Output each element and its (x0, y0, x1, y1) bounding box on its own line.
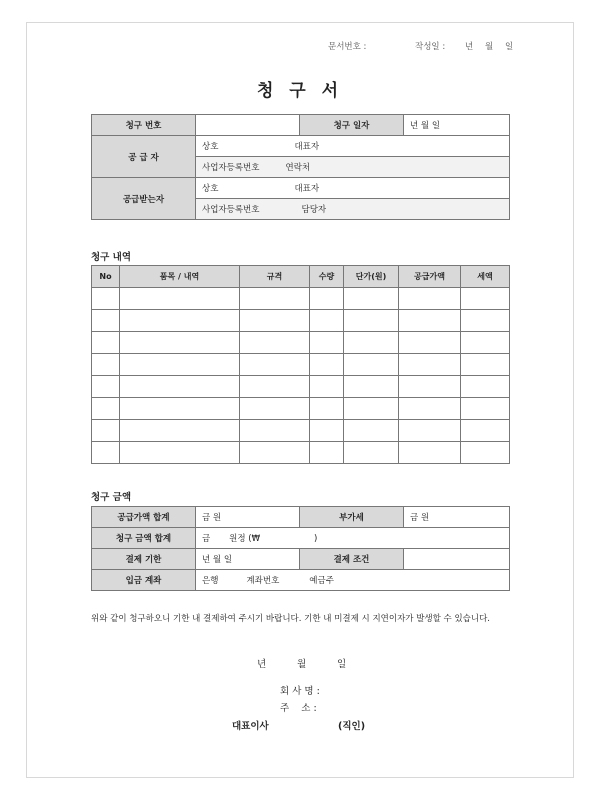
vat-field[interactable]: 금 원 (404, 507, 510, 528)
table-cell[interactable] (344, 354, 399, 376)
account-label: 입금 계좌 (92, 570, 196, 591)
table-cell[interactable] (92, 420, 120, 442)
claim-date-label: 청구 일자 (300, 115, 404, 136)
ceo-label: 대표이사 (232, 721, 269, 732)
table-cell[interactable] (399, 310, 461, 332)
claim-number-label: 청구 번호 (92, 115, 196, 136)
table-cell[interactable] (399, 442, 461, 464)
table-cell[interactable] (461, 288, 510, 310)
table-cell[interactable] (310, 376, 344, 398)
table-cell[interactable] (344, 376, 399, 398)
table-cell[interactable] (120, 398, 240, 420)
table-cell[interactable] (310, 288, 344, 310)
table-cell[interactable] (240, 442, 310, 464)
payment-terms-field[interactable] (404, 549, 510, 570)
claim-number-field[interactable] (196, 115, 300, 136)
supplier-contact-label: 연락처 (285, 163, 311, 173)
date-day: 일 (505, 42, 514, 52)
table-cell[interactable] (120, 310, 240, 332)
sign-address-label: 주 소 : (280, 703, 317, 714)
table-cell[interactable] (92, 354, 120, 376)
table-cell[interactable] (120, 332, 240, 354)
table-cell[interactable] (92, 332, 120, 354)
table-cell[interactable] (461, 420, 510, 442)
table-cell[interactable] (240, 310, 310, 332)
supply-total-label: 공급가액 합계 (92, 507, 196, 528)
table-cell[interactable] (240, 332, 310, 354)
table-row (92, 376, 510, 398)
amount-section-title: 청구 금액 (91, 492, 132, 503)
seal-label: (직인) (338, 721, 366, 732)
items-col-header: 공급가액 (399, 266, 461, 288)
table-cell[interactable] (92, 310, 120, 332)
table-cell[interactable] (92, 398, 120, 420)
date-year: 년 (465, 42, 474, 52)
table-cell[interactable] (310, 354, 344, 376)
table-cell[interactable] (461, 376, 510, 398)
receiver-manager-label: 담당자 (301, 205, 327, 215)
sign-company-label: 회 사 명 : (280, 686, 320, 697)
receiver-label: 공급받는자 (92, 178, 196, 220)
table-row (92, 442, 510, 464)
table-cell[interactable] (310, 332, 344, 354)
table-cell[interactable] (399, 288, 461, 310)
table-cell[interactable] (344, 310, 399, 332)
supplier-rep-label: 대표자 (294, 142, 320, 152)
table-cell[interactable] (461, 332, 510, 354)
table-cell[interactable] (240, 398, 310, 420)
table-cell[interactable] (92, 376, 120, 398)
sign-date-day: 일 (337, 659, 347, 670)
doc-number-label: 문서번호 : (328, 42, 367, 52)
items-col-header: 세액 (461, 266, 510, 288)
table-row (92, 288, 510, 310)
table-cell[interactable] (344, 398, 399, 420)
items-col-header: 단가(원) (344, 266, 399, 288)
due-date-label: 결제 기한 (92, 549, 196, 570)
table-cell[interactable] (310, 442, 344, 464)
date-label: 작성일 : (415, 42, 446, 52)
supplier-bizno-label: 사업자등록번호 (202, 163, 260, 173)
items-header-row (92, 266, 510, 288)
table-cell[interactable] (399, 420, 461, 442)
table-cell[interactable] (240, 288, 310, 310)
table-cell[interactable] (92, 288, 120, 310)
table-row (92, 398, 510, 420)
supplier-company-row[interactable] (196, 136, 510, 157)
account-number-label: 계좌번호 (246, 576, 280, 586)
table-cell[interactable] (92, 442, 120, 464)
items-col-header: No (92, 266, 120, 288)
table-cell[interactable] (461, 354, 510, 376)
supplier-label: 공 급 자 (92, 136, 196, 178)
table-row (92, 354, 510, 376)
items-col-header: 품목 / 내역 (120, 266, 240, 288)
table-row (92, 420, 510, 442)
vat-label: 부가세 (300, 507, 404, 528)
table-cell[interactable] (120, 442, 240, 464)
items-body (92, 288, 510, 464)
bank-label: 은행 (202, 576, 219, 586)
notice-text: 위와 같이 청구하오니 기한 내 결제하여 주시기 바랍니다. 기한 내 미결제 시 지연이자가 발생할 수 있습니다. (91, 614, 491, 624)
table-row (92, 332, 510, 354)
table-cell[interactable] (461, 310, 510, 332)
supplier-bizno-row[interactable] (196, 157, 510, 178)
due-date-field[interactable]: 년 월 일 (196, 549, 300, 570)
receiver-company-label: 상호 (202, 184, 219, 194)
table-cell[interactable] (120, 376, 240, 398)
table-cell[interactable] (399, 376, 461, 398)
table-cell[interactable] (344, 288, 399, 310)
amount-table (91, 506, 510, 591)
table-cell[interactable] (344, 420, 399, 442)
items-col-header: 수량 (310, 266, 344, 288)
claim-total-field[interactable]: 금 원정 (₩ ) (196, 528, 510, 549)
claim-total-label: 청구 금액 합계 (92, 528, 196, 549)
table-row (92, 310, 510, 332)
table-cell[interactable] (399, 354, 461, 376)
table-cell[interactable] (240, 376, 310, 398)
receiver-company-row[interactable] (196, 178, 510, 199)
table-cell[interactable] (344, 442, 399, 464)
document-title: 청 구 서 (256, 81, 344, 101)
items-section-title: 청구 내역 (91, 252, 132, 263)
header-table (91, 114, 510, 220)
supplier-company-label: 상호 (202, 142, 219, 152)
sign-date-year: 년 (257, 659, 267, 670)
account-holder-label: 예금주 (309, 576, 334, 586)
table-cell[interactable] (240, 354, 310, 376)
receiver-rep-label: 대표자 (294, 184, 320, 194)
receiver-bizno-row[interactable] (196, 199, 510, 220)
table-cell[interactable] (461, 442, 510, 464)
items-col-header: 규격 (240, 266, 310, 288)
table-cell[interactable] (310, 398, 344, 420)
sign-date-month: 월 (297, 659, 307, 670)
table-cell[interactable] (120, 420, 240, 442)
claim-date-field[interactable]: 년 월 일 (404, 115, 510, 136)
receiver-bizno-label: 사업자등록번호 (202, 205, 260, 215)
table-cell[interactable] (120, 354, 240, 376)
payment-terms-label: 결제 조건 (300, 549, 404, 570)
supply-total-field[interactable]: 금 원 (196, 507, 300, 528)
table-cell[interactable] (399, 398, 461, 420)
items-table (91, 265, 510, 464)
date-month: 월 (485, 42, 494, 52)
table-cell[interactable] (461, 398, 510, 420)
table-cell[interactable] (240, 420, 310, 442)
table-cell[interactable] (310, 420, 344, 442)
account-field[interactable] (196, 570, 510, 591)
table-cell[interactable] (399, 332, 461, 354)
table-cell[interactable] (310, 310, 344, 332)
table-cell[interactable] (344, 332, 399, 354)
table-cell[interactable] (120, 288, 240, 310)
